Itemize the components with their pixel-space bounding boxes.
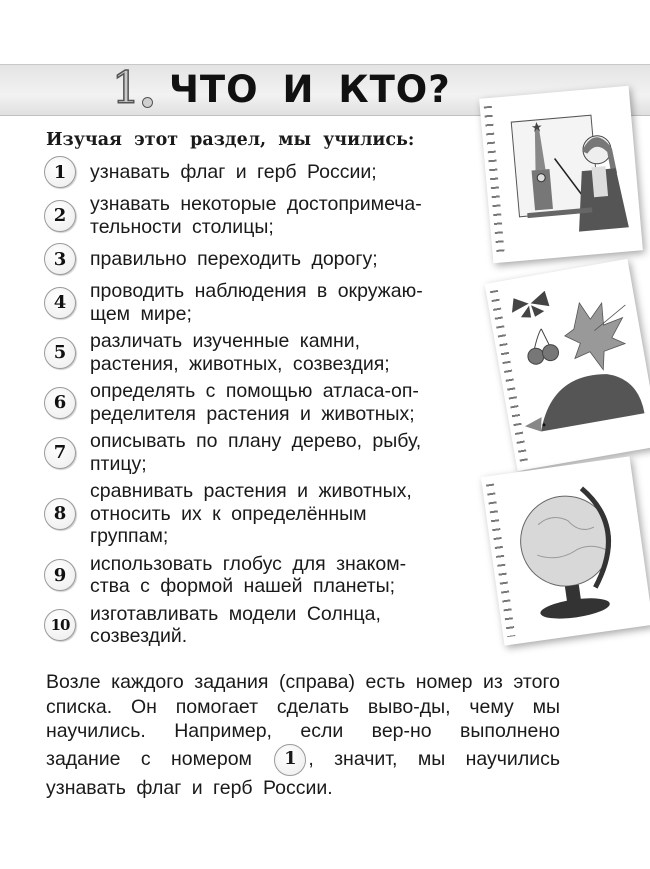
skill-item (44, 193, 484, 238)
illustration-globe (481, 456, 650, 645)
illustration-nature (485, 259, 650, 471)
skill-text: определять с помощью атласа-оп- ределителя растения и животных; (90, 380, 419, 425)
skill-text: изготавливать модели Солнца, созвездий. (90, 602, 381, 647)
skill-text: использовать глобус для знаком- ства с формой нашей планеты; (90, 552, 407, 597)
globe-icon (491, 461, 650, 639)
number-badge: 7 (44, 437, 76, 469)
skill-text: сравнивать растения и животных, относить их к определённым группам; (90, 480, 412, 547)
skill-item (44, 430, 484, 475)
chapter-number: 1 (112, 63, 140, 114)
illustration-girl-kremlin (479, 86, 643, 263)
girl-kremlin-icon (488, 92, 641, 254)
number-badge: 10 (44, 609, 76, 641)
butterfly-icon (509, 290, 551, 320)
skill-item (44, 156, 484, 188)
number-badge: 6 (44, 387, 76, 419)
number-badge: 2 (44, 200, 76, 232)
chapter-title-text: ЧТО И КТО? (169, 67, 451, 111)
skills-list (44, 156, 484, 653)
number-badge: 3 (44, 243, 76, 275)
number-badge: 4 (44, 287, 76, 319)
paragraph-text-after: , значит, мы научились узнавать флаг и герб России. (46, 747, 560, 799)
skill-text: проводить наблюдения в окружаю- щем мире; (90, 280, 423, 325)
skill-text: различать изученные камни, растения, животных, созвездия; (90, 330, 390, 375)
skill-text: правильно переходить дорогу; (90, 247, 378, 270)
skill-item (44, 553, 484, 598)
paragraph-text-before: Возле каждого задания (справа) есть номер из этого списка. Он помогает сделать выво-ды, чему мы научились. Например, если вер-но выполнено задание с номером (46, 671, 560, 770)
skill-item (44, 330, 484, 375)
number-badge: 1 (44, 156, 76, 188)
skill-item (44, 280, 484, 325)
berries-icon (524, 327, 560, 366)
skill-text: описывать по плану дерево, рыбу, птицу; (90, 430, 422, 475)
skill-text: узнавать флаг и герб России; (90, 160, 377, 183)
number-badge: 5 (44, 337, 76, 369)
hedgehog-icon (518, 367, 644, 434)
explanation-paragraph (46, 670, 560, 800)
maple-leaf-icon (560, 295, 636, 375)
skill-item (44, 380, 484, 425)
inline-number-badge: 1 (274, 744, 306, 776)
number-badge: 8 (44, 498, 76, 530)
skill-text: узнавать некоторые достопримеча- тельности столицы; (90, 193, 422, 238)
intro-heading: Изучая этот раздел, мы учились: (46, 130, 415, 150)
skill-item (44, 480, 484, 548)
chapter-number-dot (142, 97, 153, 108)
chapter-title (112, 64, 451, 114)
skill-item (44, 603, 484, 648)
skill-item (44, 243, 484, 275)
number-badge: 9 (44, 559, 76, 591)
